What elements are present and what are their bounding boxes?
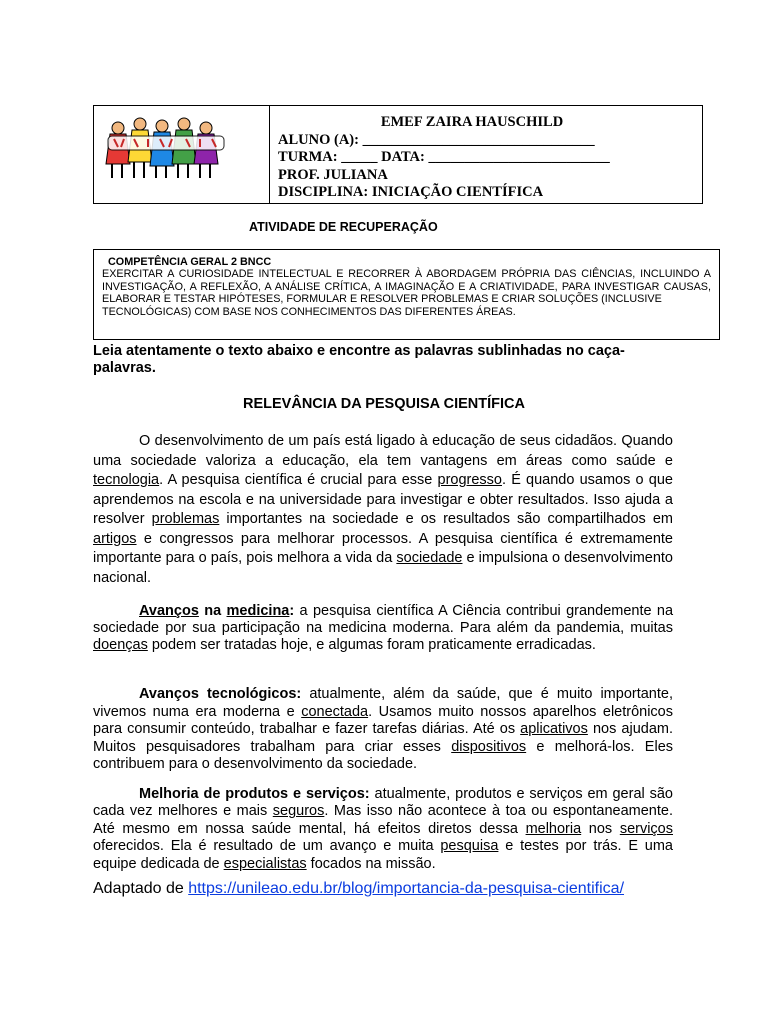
p1-text-1: O desenvolvimento de um país está ligado à educação de seus cidadãos. Quando uma sociedade valoriza a educação, ela tem vantagens em áreas como saúde e	[93, 433, 673, 469]
underlined-word: Avanços	[139, 603, 199, 619]
underlined-word: tecnologia	[93, 472, 160, 488]
p4-heading: Melhoria de produtos e serviços:	[139, 786, 370, 802]
student-line: ALUNO (A): ________________________________	[278, 131, 595, 148]
p1-text-3: . É quando usamos o que aprendemos na escola e na universidade para investigar e obter resultados. Isso ajuda a resolver	[93, 472, 673, 527]
children-logo-icon	[104, 114, 230, 184]
competency-title: COMPETÊNCIA GERAL 2 BNCC	[108, 256, 272, 268]
p3-heading: Avanços tecnológicos:	[139, 686, 302, 702]
header-table	[93, 105, 703, 204]
underlined-word: sociedade	[396, 550, 463, 566]
p3-text-1: atualmente, além da saúde, que é muito importante, vivemos numa era moderna e	[93, 686, 673, 720]
paragraph-services	[93, 786, 673, 873]
p2-colon: :	[289, 603, 295, 619]
subject-line: DISCIPLINA: INICIAÇÃO CIENTÍFICA	[278, 184, 544, 200]
header-info	[278, 114, 696, 202]
p2-text-2: podem ser tratadas hoje, e algumas foram praticamente erradicadas.	[147, 637, 596, 654]
text-title: RELEVÂNCIA DA PESQUISA CIENTÍFICA	[243, 396, 525, 412]
school-name: EMEF ZAIRA HAUSCHILD	[380, 114, 564, 130]
underlined-word: pesquisa	[440, 838, 499, 855]
underlined-word: conectada	[301, 703, 369, 720]
p4-text-6: focados na missão.	[306, 855, 436, 872]
underlined-word: serviços	[619, 820, 673, 837]
source-link[interactable]: https://unileao.edu.br/blog/importancia-da-pesquisa-cientifica/	[188, 880, 625, 897]
p4-text-5: e testes por trás. E uma equipe dedicada de	[93, 838, 673, 872]
p1-text-2: . A pesquisa científica é crucial para esse	[159, 472, 438, 488]
underlined-word: artigos	[93, 530, 137, 547]
p3-text-2: . Usamos muito nossos aparelhos eletrônicos para consumir conteúdo, trabalhar e fazer tarefas diárias. Até os	[93, 703, 674, 738]
underlined-word: seguros	[272, 803, 325, 820]
p3-text-4: e melhorá-los. Eles contribuem para o desenvolvimento da sociedade.	[93, 738, 674, 773]
p2-text-1: a pesquisa científica A Ciência contribui grandemente na sociedade por sua participação na medicina moderna. Para além da pandemia, muitas	[93, 603, 674, 637]
credit-prefix: Adaptado de	[93, 880, 189, 897]
underlined-word: melhoria	[525, 820, 582, 837]
paragraph-technology	[93, 686, 673, 774]
underlined-word: especialistas	[223, 855, 307, 872]
instruction-text: Leia atentamente o texto abaixo e encontre as palavras sublinhadas no caça-palavras.	[93, 343, 625, 376]
p1-text-6: e impulsiona o desenvolvimento nacional.	[93, 550, 673, 586]
paragraph-intro	[93, 432, 673, 588]
p4-text-2: . Mas isso não acontece à toa ou espontaneamente. Até mesmo em nossa saúde mental, há efeitos diretos dessa	[93, 803, 673, 837]
teacher-line: PROF. JULIANA	[278, 166, 388, 183]
competency-body-end: TECNOLÓGICAS) COM BASE NOS CONHECIMENTOS DAS DIFERENTES ÁREAS.	[102, 305, 516, 318]
p3-text-3: nos ajudam. Muitos pesquisadores trabalham para criar esses	[93, 721, 673, 755]
p1-text-4: importantes na sociedade e os resultados são compartilhados em	[219, 511, 673, 527]
logo-cell	[94, 106, 270, 203]
activity-title: ATIVIDADE DE RECUPERAÇÃO	[249, 220, 438, 234]
p1-text-5: e congressos para melhorar processos. A pesquisa científica é extremamente importante para o país, pois melhora a vida da	[93, 530, 673, 566]
underlined-word: doenças	[93, 637, 148, 654]
underlined-word: aplicativos	[520, 721, 588, 738]
underlined-word: progresso	[437, 472, 502, 488]
underlined-word: problemas	[151, 511, 220, 527]
p4-text-4: oferecidos. Ela é resultado de um avanço e muita	[93, 838, 441, 855]
source-credit	[93, 880, 624, 898]
p4-text-1: atualmente, produtos e serviços em geral são cada vez melhores e mais	[93, 786, 673, 820]
competency-box	[93, 249, 720, 340]
class-date-line: TURMA: _____ DATA: _________________________	[278, 149, 610, 165]
underlined-word: medicina	[226, 603, 290, 619]
competency-body: EXERCITAR A CURIOSIDADE INTELECTUAL E RECORRER À ABORDAGEM PRÓPRIA DAS CIÊNCIAS, INCLUINDO A INVESTIGAÇÃO, A REFLEXÃO, A ANÁLISE CRÍTICA, A IMAGINAÇÃO E A CRIATIVIDADE, PARA INVESTIGAR CAUSAS, ELABORAR E TESTAR HIPÓTESES, FORMULAR E RESOLVER PROBLEMAS E CRIAR SOLUÇÕES (INCLUSIVE	[102, 268, 711, 306]
p4-text-3: nos	[581, 820, 620, 837]
p2-bold-na: na	[204, 603, 222, 619]
underlined-word: dispositivos	[451, 738, 527, 755]
paragraph-medicine	[93, 603, 673, 655]
